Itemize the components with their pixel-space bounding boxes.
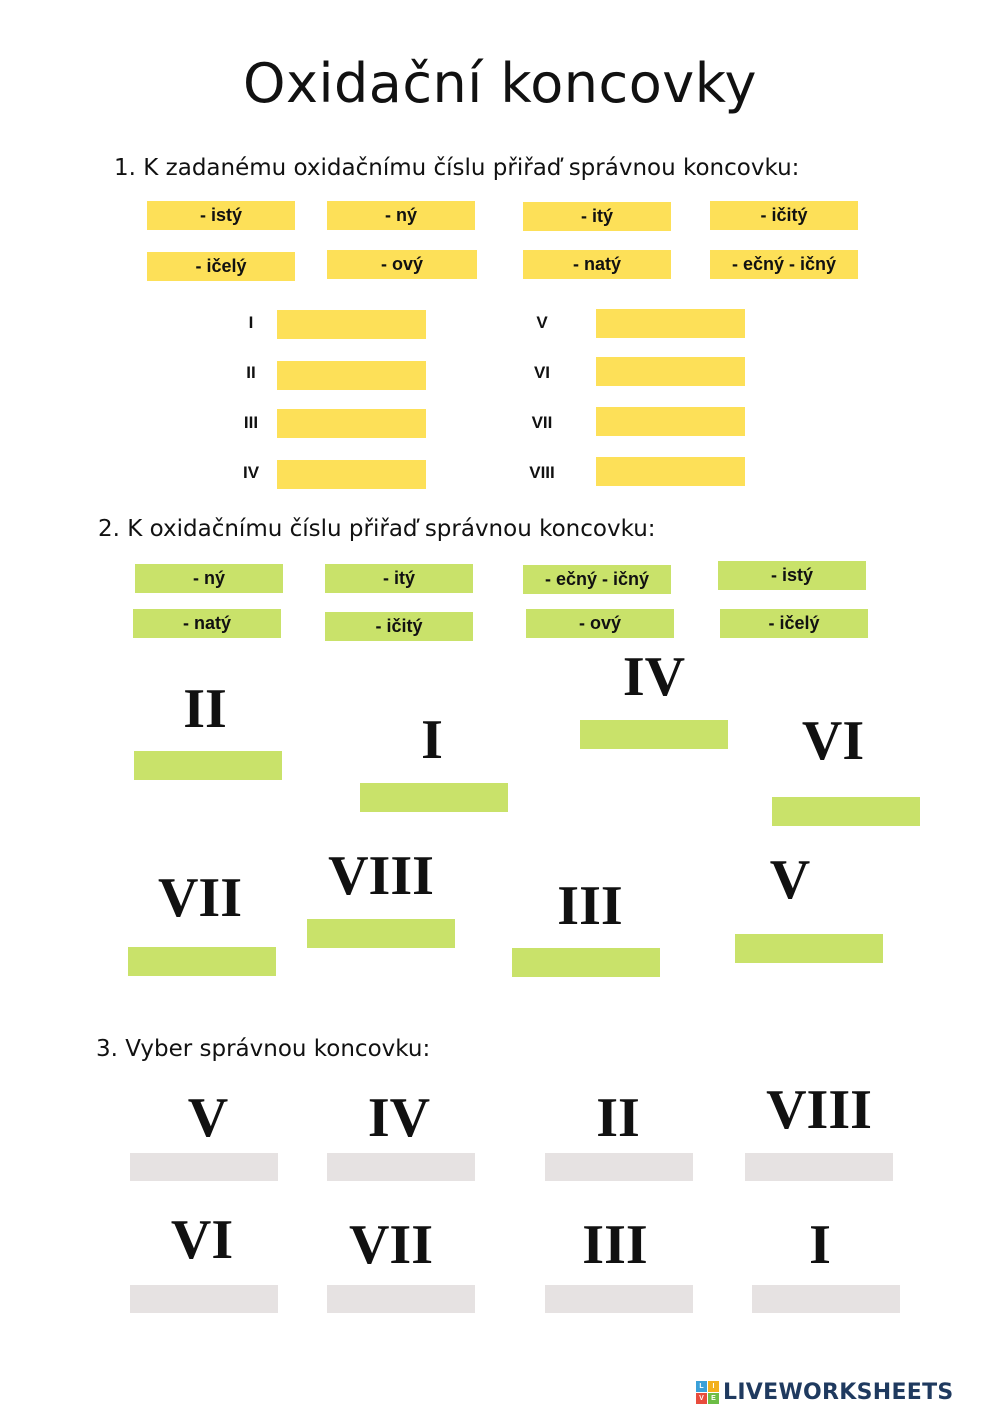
- section3-number: IV: [367, 1087, 431, 1149]
- section3-number: VIII: [766, 1079, 872, 1141]
- section1-answer-slot[interactable]: [596, 309, 745, 338]
- section1-answer-slot[interactable]: [277, 361, 426, 390]
- section1-number: V: [536, 313, 548, 332]
- section2-answer-slot[interactable]: [128, 947, 276, 976]
- section2-answer-slot[interactable]: [512, 948, 660, 977]
- section3-number: VI: [170, 1209, 234, 1271]
- logo-letter: V: [696, 1393, 707, 1404]
- section2-answer-slot[interactable]: [134, 751, 282, 780]
- section3-answer-select[interactable]: [327, 1153, 475, 1181]
- section1-answer-slot[interactable]: [596, 457, 745, 486]
- section1-chip[interactable]: - ečný - ičný: [710, 250, 858, 279]
- section1-answer-slot[interactable]: [277, 310, 426, 339]
- liveworksheets-logo: [696, 1380, 954, 1405]
- section1-number: III: [243, 413, 259, 432]
- logo-text: LIVEWORKSHEETS: [723, 1380, 954, 1405]
- section2-chip[interactable]: - itý: [325, 564, 473, 593]
- section1-chip[interactable]: - ičelý: [147, 252, 295, 281]
- section2-answer-slot[interactable]: [772, 797, 920, 826]
- section2-chip[interactable]: - ový: [526, 609, 674, 638]
- section2-chip[interactable]: - natý: [133, 609, 281, 638]
- section1-chip[interactable]: - ičitý: [710, 201, 858, 230]
- logo-letter: E: [708, 1393, 719, 1404]
- logo-icon: [696, 1381, 719, 1404]
- section3-number: V: [187, 1087, 229, 1149]
- section2-heading: 2. K oxidačnímu číslu přiřaď správnou koncovku:: [98, 516, 656, 542]
- section2-chip[interactable]: - ný: [135, 564, 283, 593]
- section1-number: II: [246, 363, 256, 382]
- section2-answer-slot[interactable]: [307, 919, 455, 948]
- logo-letter: L: [696, 1381, 707, 1392]
- section1-number: I: [248, 313, 254, 332]
- section2-number: II: [183, 678, 227, 740]
- section2-chip[interactable]: - ečný - ičný: [523, 565, 671, 594]
- section1-chip[interactable]: - istý: [147, 201, 295, 230]
- section2-number: IV: [622, 646, 686, 708]
- section2-number: VII: [157, 867, 243, 929]
- section1-heading: 1. K zadanému oxidačnímu číslu přiřaď správnou koncovku:: [114, 155, 800, 181]
- section1-number: VI: [533, 363, 551, 382]
- section2-number: I: [421, 709, 443, 771]
- section1-number: VIII: [529, 463, 555, 482]
- section1-number: VII: [531, 413, 553, 432]
- section3-answer-select[interactable]: [545, 1285, 693, 1313]
- section3-number: II: [596, 1087, 640, 1149]
- section2-number: V: [769, 849, 811, 911]
- section1-answer-slot[interactable]: [277, 460, 426, 489]
- section2-chip[interactable]: - istý: [718, 561, 866, 590]
- section1-number: IV: [242, 463, 260, 482]
- section2-answer-slot[interactable]: [580, 720, 728, 749]
- section2-chip[interactable]: - ičitý: [325, 612, 473, 641]
- section3-answer-select[interactable]: [130, 1153, 278, 1181]
- section2-answer-slot[interactable]: [360, 783, 508, 812]
- section2-number: VI: [801, 710, 865, 772]
- section3-number: I: [809, 1214, 831, 1276]
- section1-chip[interactable]: - natý: [523, 250, 671, 279]
- logo-letter: I: [708, 1381, 719, 1392]
- section2-answer-slot[interactable]: [735, 934, 883, 963]
- section3-heading: 3. Vyber správnou koncovku:: [96, 1036, 431, 1062]
- section3-answer-select[interactable]: [130, 1285, 278, 1313]
- section3-answer-select[interactable]: [327, 1285, 475, 1313]
- section2-number: VIII: [328, 845, 434, 907]
- section1-answer-slot[interactable]: [277, 409, 426, 438]
- section3-answer-select[interactable]: [745, 1153, 893, 1181]
- section1-answer-slot[interactable]: [596, 357, 745, 386]
- section1-answer-slot[interactable]: [596, 407, 745, 436]
- page-title: Oxidační koncovky: [242, 52, 757, 115]
- section1-chip[interactable]: - itý: [523, 202, 671, 231]
- section1-chip[interactable]: - ný: [327, 201, 475, 230]
- section2-number: III: [557, 875, 623, 937]
- section3-answer-select[interactable]: [545, 1153, 693, 1181]
- section1-chip[interactable]: - ový: [327, 250, 477, 279]
- section3-number: VII: [348, 1214, 434, 1276]
- section3-answer-select[interactable]: [752, 1285, 900, 1313]
- section2-chip[interactable]: - ičelý: [720, 609, 868, 638]
- section3-number: III: [582, 1214, 648, 1276]
